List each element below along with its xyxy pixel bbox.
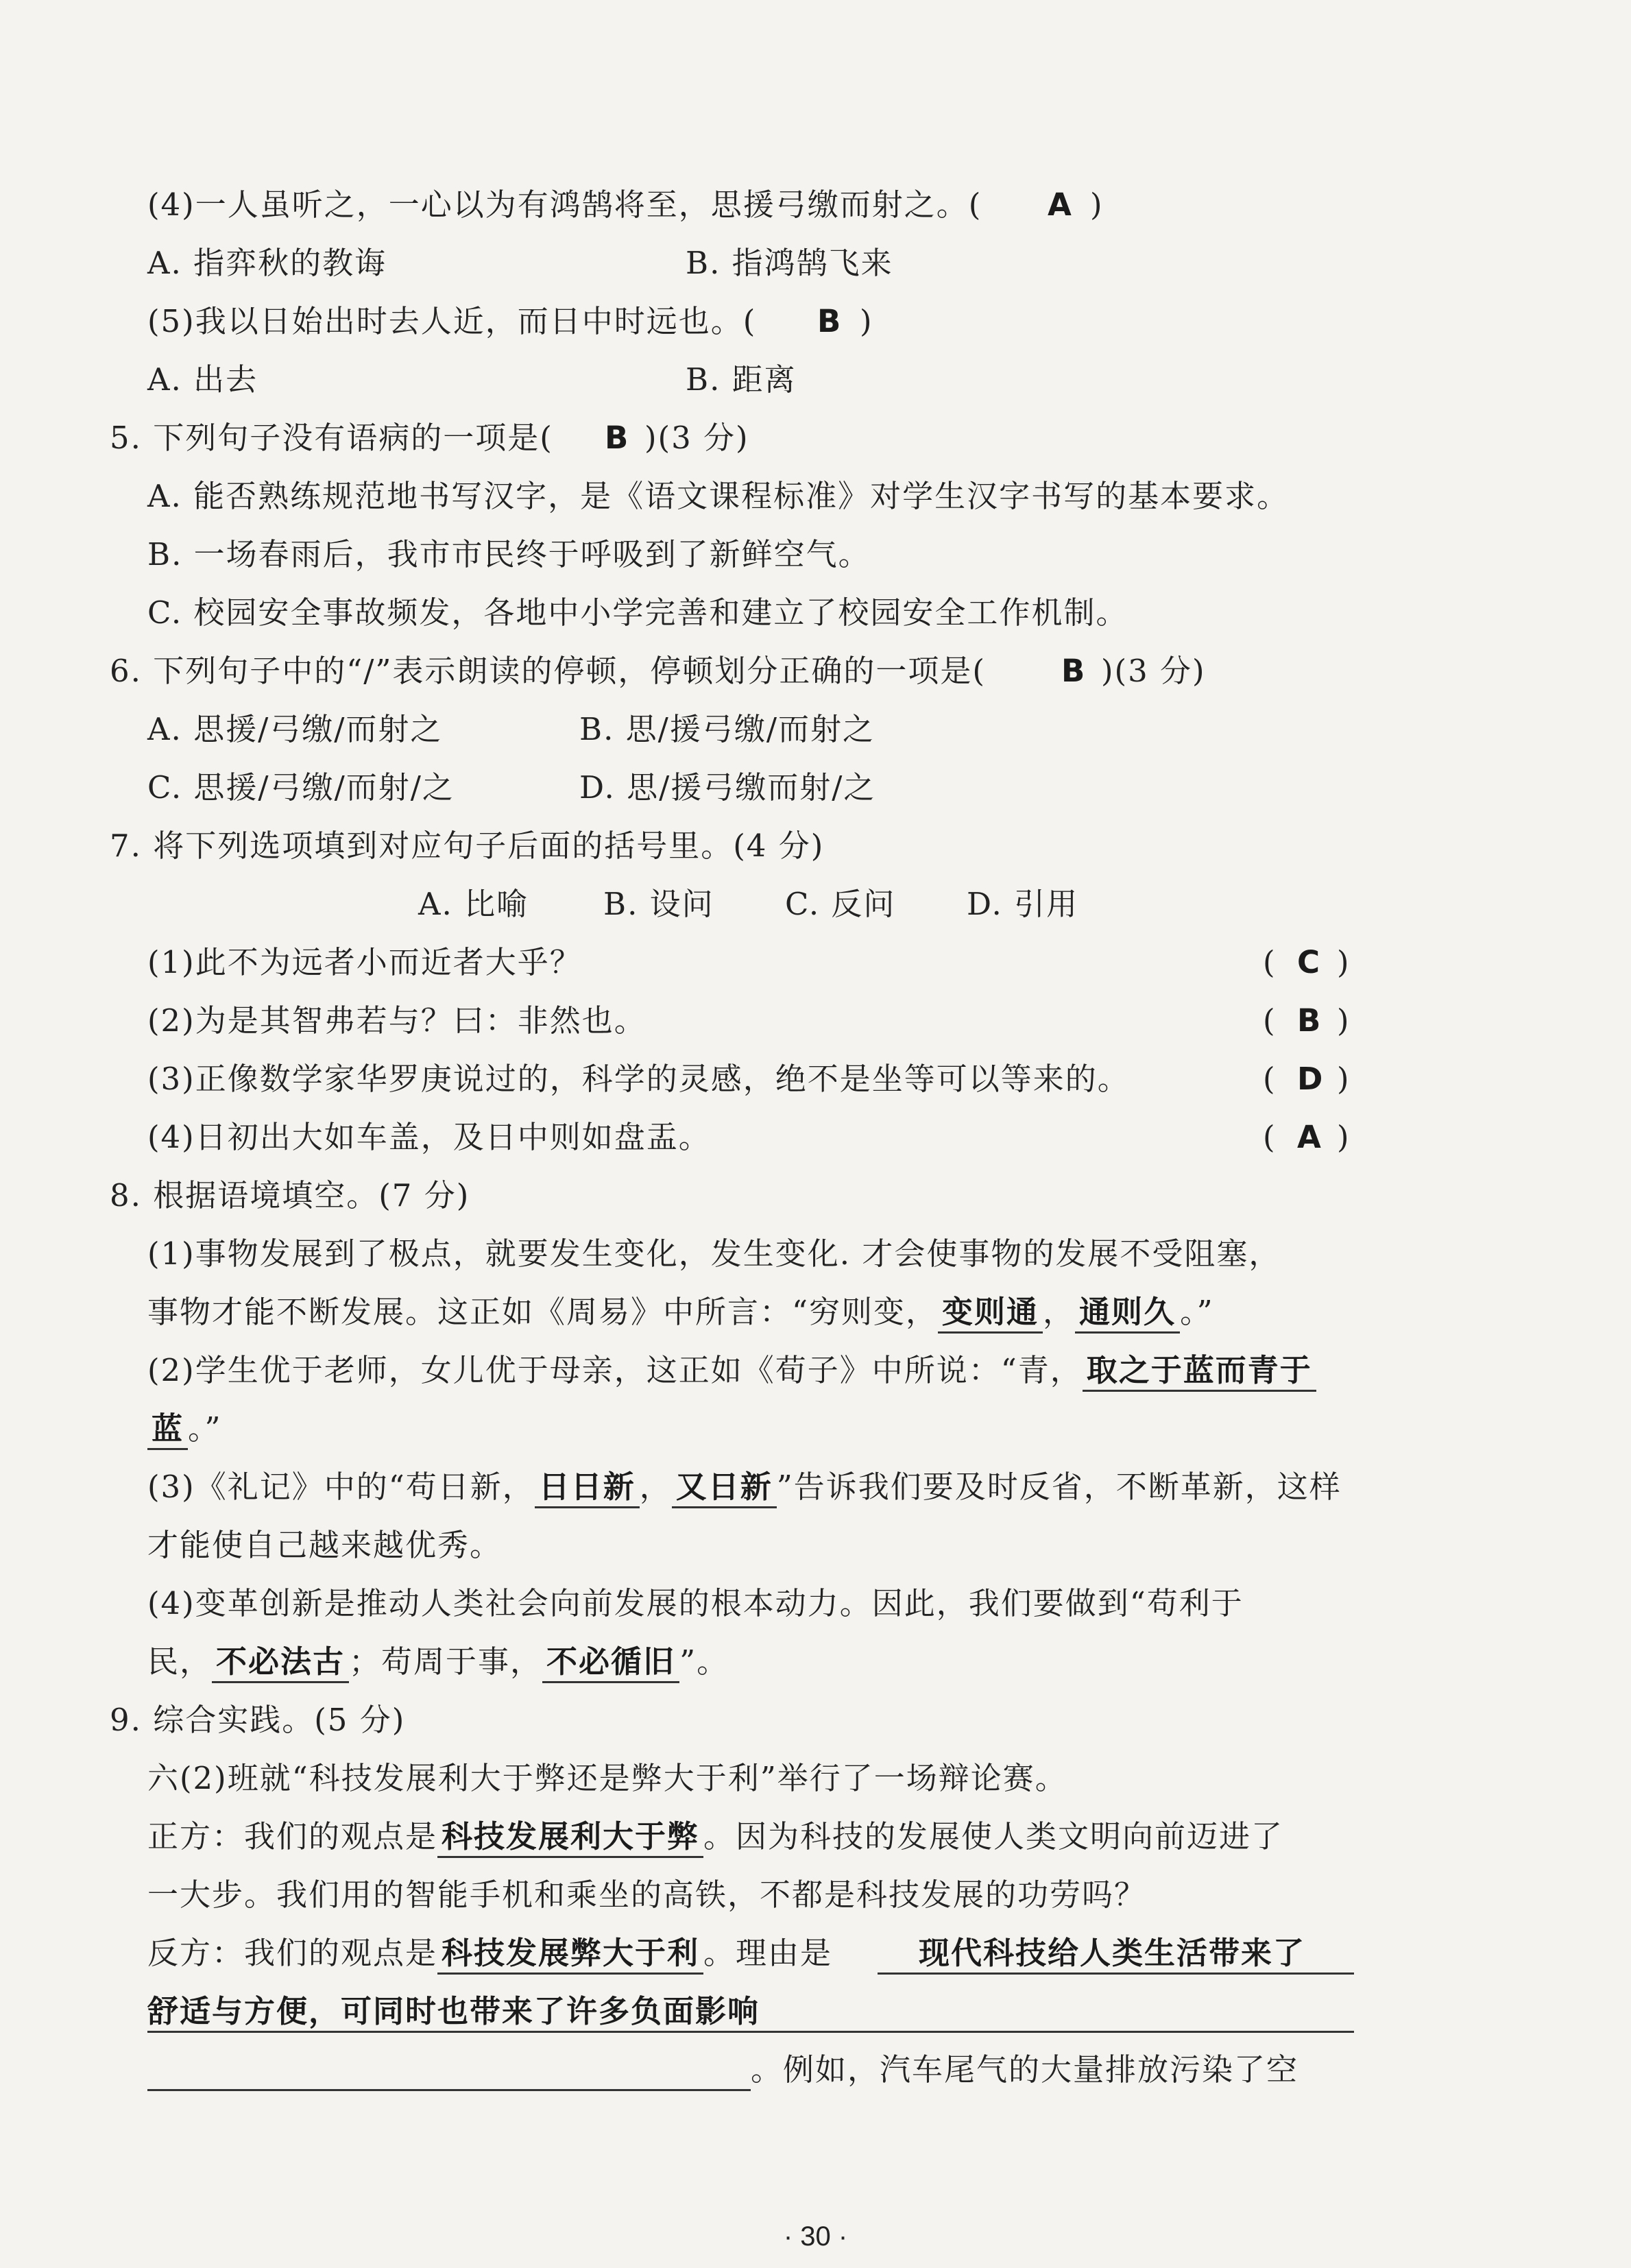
q8-p4-answer-2: 不必循旧 — [542, 1643, 679, 1683]
q8-stem — [0, 1168, 1631, 1223]
q7-item — [0, 935, 1631, 990]
q7-paren-open: ( — [1263, 1002, 1277, 1039]
q8-p1-separator: ， — [1043, 1294, 1076, 1330]
q5-stem-text: 5. 下列句子没有语病的一项是( — [110, 420, 553, 456]
q9-con-text — [147, 1926, 832, 1981]
q9-stem-text: 9. 综合实践。(5 分) — [110, 1702, 406, 1738]
q5-option-c — [0, 586, 1631, 640]
q7-item-answer: A — [1297, 1119, 1322, 1155]
q7-options — [0, 877, 1631, 932]
q9-pro-line2 — [0, 1868, 1631, 1922]
q7-paren-open: ( — [1263, 1061, 1277, 1097]
q9-pro-line1 — [0, 1809, 1631, 1864]
q9-con-prefix: 反方：我们的观点是 — [147, 1935, 438, 1971]
q9-pro-answer: 科技发展利大于弊 — [437, 1818, 703, 1858]
q4-5-option-a: A. 出去 — [147, 361, 258, 398]
q8-p2-answer-cont: 蓝 — [147, 1410, 188, 1450]
page-number: · 30 · — [783, 2221, 848, 2252]
q4-4-close: ) — [1090, 186, 1104, 223]
q5-answer: B — [605, 420, 630, 456]
q5-option-a — [0, 469, 1631, 524]
q4-4-option-a: A. 指弈秋的教诲 — [147, 245, 387, 281]
q8-p1-line1 — [0, 1227, 1631, 1281]
q8-p4-prefix: 民， — [147, 1643, 213, 1680]
q8-p1-answer-1: 变则通 — [938, 1294, 1043, 1334]
q4-5-close: ) — [860, 303, 873, 339]
q8-p2-answer: 取之于蓝而青于 — [1083, 1352, 1316, 1392]
q7-item — [0, 993, 1631, 1048]
q8-p2-line2 — [0, 1401, 1631, 1456]
q4-4-text: (4)一人虽听之，一心以为有鸿鹄将至，思援弓缴而射之。( — [147, 186, 982, 223]
q8-p3-separator: ， — [639, 1469, 672, 1505]
q4-5-text: (5)我以日始出时去人近，而日中时远也。( — [147, 303, 757, 339]
q6-options-row1 — [0, 702, 1631, 757]
q4-4-line — [0, 178, 1631, 232]
q5-option-b — [0, 527, 1631, 582]
q9-reason-answer-cont: 舒适与方便，可同时也带来了许多负面影响 — [147, 1993, 760, 2029]
q6-option-d: D. 思/援弓缴而射/之 — [579, 769, 876, 806]
q5-stem-tail: )(3 分) — [644, 420, 749, 456]
q9-con-suffix: 。理由是 — [703, 1935, 833, 1971]
q4-5-option-b: B. 距离 — [686, 361, 797, 398]
q8-p1-prefix: 事物才能不断发展。这正如《周易》中所言：“穷则变， — [147, 1294, 939, 1330]
q9-con-line2 — [0, 1984, 1631, 2039]
q8-p1-text: (1)事物发展到了极点，就要发生变化，发生变化. 才会使事物的发展不受阻塞， — [147, 1235, 1281, 1272]
q8-p4-end: ”。 — [679, 1643, 729, 1680]
q8-p4-text — [147, 1634, 729, 1689]
q7-paren-close: ) — [1337, 1002, 1351, 1039]
q9-con-line1 — [0, 1926, 1631, 1981]
q8-p4-line2 — [0, 1634, 1631, 1689]
q6-options-row2 — [0, 760, 1631, 815]
q8-p1-text — [147, 1285, 1214, 1340]
q7-paren-open: ( — [1263, 1119, 1277, 1155]
q7-stem — [0, 819, 1631, 873]
q8-p4-line1 — [0, 1576, 1631, 1631]
q8-p3-answer-1: 日日新 — [535, 1469, 640, 1508]
q7-item — [0, 1052, 1631, 1107]
q4-4-answer: A — [1048, 186, 1073, 223]
q8-p4-text: (4)变革创新是推动人类社会向前发展的根本动力。因此，我们要做到“苟利于 — [147, 1585, 1244, 1621]
q7-item-text: (3)正像数学家华罗庚说过的，科学的灵感，绝不是坐等可以等来的。 — [147, 1061, 1130, 1097]
q5-option-a-text: A. 能否熟练规范地书写汉字，是《语文课程标准》对学生汉字书写的基本要求。 — [147, 478, 1290, 514]
q8-p1-line2 — [0, 1285, 1631, 1340]
q9-intro-text: 六(2)班就“科技发展利大于弊还是弊大于利”举行了一场辩论赛。 — [147, 1760, 1067, 1796]
q8-p4-answer-1: 不必法古 — [212, 1643, 349, 1683]
q7-option-b: B. 设问 — [603, 886, 714, 922]
q7-option-a: A. 比喻 — [418, 886, 529, 922]
q7-item-text: (2)为是其智弗若与？曰：非然也。 — [147, 1002, 647, 1039]
q8-p3-suffix: ”告诉我们要及时反省，不断革新，这样 — [776, 1469, 1342, 1505]
q7-stem-text: 7. 将下列选项填到对应句子后面的括号里。(4 分) — [110, 828, 825, 864]
q5-stem — [0, 411, 1631, 466]
q4-5-options — [0, 352, 1631, 407]
q9-pro-text — [147, 1809, 1283, 1864]
q7-paren-close: ) — [1337, 1119, 1351, 1155]
q7-option-d: D. 引用 — [967, 886, 1079, 922]
q4-4-options — [0, 236, 1631, 291]
q5-option-c-text: C. 校园安全事故频发，各地中小学完善和建立了校园安全工作机制。 — [147, 594, 1128, 631]
q4-4-option-b: B. 指鸿鹄飞来 — [686, 245, 893, 281]
q8-p2-prefix: (2)学生优于老师，女儿优于母亲，这正如《荀子》中所说：“青， — [147, 1352, 1083, 1388]
q5-option-b-text: B. 一场春雨后，我市市民终于呼吸到了新鲜空气。 — [147, 536, 871, 572]
q9-pro-suffix: 。因为科技的发展使人类文明向前迈进了 — [703, 1818, 1284, 1855]
q8-p2-text — [147, 1343, 1316, 1398]
q8-p2-end: 。” — [188, 1410, 222, 1447]
q7-paren-close: ) — [1337, 1061, 1351, 1097]
q9-reason-answer: 现代科技给人类生活带来了 — [919, 1935, 1306, 1971]
q7-item-text: (4)日初出大如车盖，及日中则如盘盂。 — [147, 1119, 711, 1155]
q7-item-answer: D — [1297, 1061, 1325, 1097]
q7-option-c: C. 反问 — [785, 886, 896, 922]
q9-con-text: 。例如，汽车尾气的大量排放污染了空 — [751, 2051, 1299, 2088]
q8-stem-text: 8. 根据语境填空。(7 分) — [110, 1177, 470, 1214]
q9-con-answer: 科技发展弊大于利 — [437, 1935, 703, 1975]
q7-item — [0, 1110, 1631, 1165]
q8-p3-text: 才能使自己越来越优秀。 — [147, 1527, 503, 1563]
q8-p3-text — [147, 1460, 1342, 1515]
q7-item-text: (1)此不为远者小而近者大乎？ — [147, 944, 582, 980]
q8-p3-line1 — [0, 1460, 1631, 1515]
q9-intro — [0, 1751, 1631, 1806]
q9-pro-text: 一大步。我们用的智能手机和乘坐的高铁，不都是科技发展的功劳吗？ — [147, 1877, 1147, 1913]
q4-5-answer: B — [817, 303, 843, 339]
q6-option-c: C. 思援/弓缴/而射/之 — [147, 769, 455, 806]
q8-p2-line1 — [0, 1343, 1631, 1398]
q7-paren-open: ( — [1263, 944, 1277, 980]
q7-item-answer: B — [1297, 1002, 1322, 1039]
q9-stem — [0, 1693, 1631, 1748]
q9-reason-blank — [147, 2089, 751, 2091]
q6-option-b: B. 思/援弓缴/而射之 — [579, 711, 875, 747]
q4-5-line — [0, 294, 1631, 349]
q8-p3-answer-2: 又日新 — [672, 1469, 777, 1508]
q7-item-answer: C — [1297, 944, 1322, 980]
q6-stem-tail: )(3 分) — [1101, 653, 1206, 689]
q6-stem — [0, 644, 1631, 699]
q8-p3-prefix: (3)《礼记》中的“苟日新， — [147, 1469, 535, 1505]
q9-pro-prefix: 正方：我们的观点是 — [147, 1818, 438, 1855]
q8-p3-line2 — [0, 1518, 1631, 1573]
q6-stem-text: 6. 下列句子中的“/”表示朗读的停顿，停顿划分正确的一项是( — [110, 653, 986, 689]
q8-p1-answer-2: 通则久 — [1075, 1294, 1180, 1334]
q7-paren-close: ) — [1337, 944, 1351, 980]
q8-p2-text — [147, 1401, 222, 1456]
q8-p4-middle: ；苟周于事， — [349, 1643, 543, 1680]
q8-p1-end: 。” — [1180, 1294, 1214, 1330]
q6-answer: B — [1061, 653, 1087, 689]
q6-option-a: A. 思援/弓缴/而射之 — [147, 711, 443, 747]
q9-con-line3 — [0, 2042, 1631, 2097]
